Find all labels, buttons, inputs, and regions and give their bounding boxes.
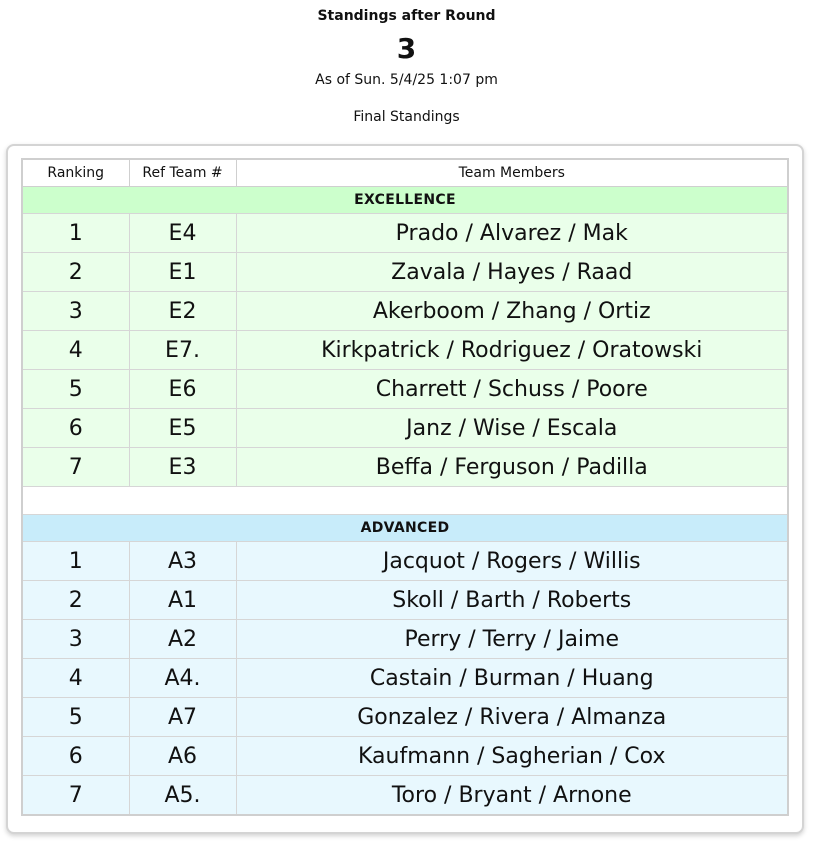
team-members-cell: Perry / Terry / Jaime <box>236 620 788 659</box>
table-row <box>22 370 788 409</box>
ref-team-cell: E3 <box>129 448 236 487</box>
ref-team-cell: A3 <box>129 542 236 581</box>
section-spacer <box>22 487 788 515</box>
table-row <box>22 776 788 816</box>
ref-team-cell: E6 <box>129 370 236 409</box>
final-standings-label: Final Standings <box>353 109 460 125</box>
as-of-timestamp: As of Sun. 5/4/25 1:07 pm <box>315 72 498 88</box>
section-title: ADVANCED <box>22 515 788 542</box>
rank-cell: 3 <box>22 620 129 659</box>
team-members-cell: Prado / Alvarez / Mak <box>236 214 788 253</box>
team-members-cell: Skoll / Barth / Roberts <box>236 581 788 620</box>
ref-team-cell: A4. <box>129 659 236 698</box>
table-row <box>22 659 788 698</box>
table-row <box>22 253 788 292</box>
round-number: 3 <box>396 32 417 65</box>
standings-table <box>21 158 789 816</box>
team-members-cell: Janz / Wise / Escala <box>236 409 788 448</box>
ref-team-cell: A5. <box>129 776 236 816</box>
rank-cell: 3 <box>22 292 129 331</box>
team-members-cell: Kirkpatrick / Rodriguez / Oratowski <box>236 331 788 370</box>
table-row <box>22 581 788 620</box>
team-members-cell: Castain / Burman / Huang <box>236 659 788 698</box>
ref-team-cell: E4 <box>129 214 236 253</box>
rank-cell: 7 <box>22 448 129 487</box>
ref-team-cell: A6 <box>129 737 236 776</box>
ref-team-cell: E7. <box>129 331 236 370</box>
rank-cell: 2 <box>22 253 129 292</box>
rank-cell: 4 <box>22 659 129 698</box>
column-header-ref-team: Ref Team # <box>129 159 236 187</box>
section-title: EXCELLENCE <box>22 187 788 214</box>
team-members-cell: Zavala / Hayes / Raad <box>236 253 788 292</box>
table-header-row <box>22 159 788 187</box>
section-header-excellence <box>22 187 788 214</box>
ref-team-cell: E5 <box>129 409 236 448</box>
team-members-cell: Akerboom / Zhang / Ortiz <box>236 292 788 331</box>
section-header-advanced <box>22 515 788 542</box>
rank-cell: 5 <box>22 698 129 737</box>
table-row <box>22 214 788 253</box>
table-row <box>22 542 788 581</box>
spacer-cell <box>22 487 788 515</box>
team-members-cell: Jacquot / Rogers / Willis <box>236 542 788 581</box>
table-row <box>22 737 788 776</box>
ref-team-cell: E2 <box>129 292 236 331</box>
team-members-cell: Beffa / Ferguson / Padilla <box>236 448 788 487</box>
team-members-cell: Kaufmann / Sagherian / Cox <box>236 737 788 776</box>
table-row <box>22 409 788 448</box>
table-row <box>22 331 788 370</box>
table-row <box>22 292 788 331</box>
table-row <box>22 620 788 659</box>
table-row <box>22 698 788 737</box>
rank-cell: 6 <box>22 737 129 776</box>
rank-cell: 1 <box>22 214 129 253</box>
team-members-cell: Charrett / Schuss / Poore <box>236 370 788 409</box>
rank-cell: 1 <box>22 542 129 581</box>
standings-card <box>6 144 804 834</box>
column-header-ranking: Ranking <box>22 159 129 187</box>
rank-cell: 4 <box>22 331 129 370</box>
team-members-cell: Toro / Bryant / Arnone <box>236 776 788 816</box>
rank-cell: 2 <box>22 581 129 620</box>
ref-team-cell: A1 <box>129 581 236 620</box>
team-members-cell: Gonzalez / Rivera / Almanza <box>236 698 788 737</box>
table-row <box>22 448 788 487</box>
ref-team-cell: A2 <box>129 620 236 659</box>
rank-cell: 7 <box>22 776 129 816</box>
column-header-team-members: Team Members <box>236 159 788 187</box>
ref-team-cell: A7 <box>129 698 236 737</box>
standings-title: Standings after Round <box>317 8 496 24</box>
rank-cell: 6 <box>22 409 129 448</box>
rank-cell: 5 <box>22 370 129 409</box>
ref-team-cell: E1 <box>129 253 236 292</box>
